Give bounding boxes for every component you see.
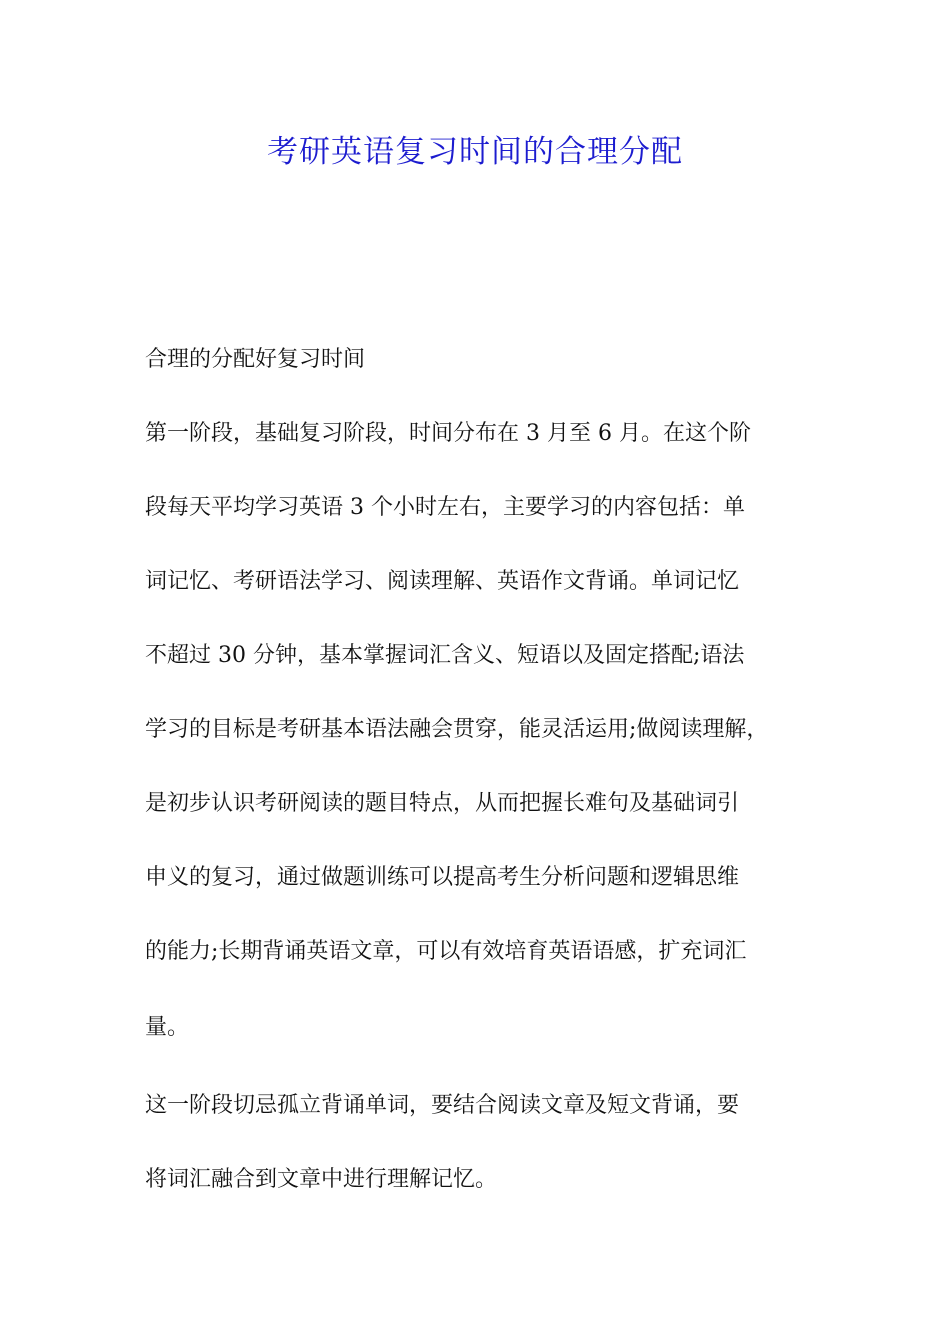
paragraph-1-line: 是初步认识考研阅读的题目特点，从而把握长难句及基础词引 <box>145 791 740 816</box>
paragraph-1-line: 申义的复习，通过做题训练可以提高考生分析问题和逻辑思维 <box>145 865 740 890</box>
paragraph-1-line: 学习的目标是考研基本语法融会贯穿，能灵活运用;做阅读理解， <box>145 717 769 742</box>
paragraph-1-line: 词记忆、考研语法学习、阅读理解、英语作文背诵。单词记忆 <box>145 569 740 594</box>
paragraph-1-line: 的能力;长期背诵英语文章，可以有效培育英语语感，扩充词汇 <box>145 939 747 964</box>
paragraph-1-line: 量。 <box>145 1015 190 1040</box>
paragraph-1-line: 第一阶段，基础复习阶段，时间分布在 3 月至 6 月。在这个阶 <box>145 421 751 446</box>
paragraph-2-line: 将词汇融合到文章中进行理解记忆。 <box>145 1167 498 1192</box>
paragraph-1-line: 不超过 30 分钟，基本掌握词汇含义、短语以及固定搭配;语法 <box>145 643 745 668</box>
document-title: 考研英语复习时间的合理分配 <box>267 134 683 170</box>
section-heading: 合理的分配好复习时间 <box>145 347 366 372</box>
paragraph-1-line: 段每天平均学习英语 3 个小时左右，主要学习的内容包括：单 <box>145 495 745 520</box>
paragraph-2-line: 这一阶段切忌孤立背诵单词，要结合阅读文章及短文背诵，要 <box>145 1093 740 1118</box>
